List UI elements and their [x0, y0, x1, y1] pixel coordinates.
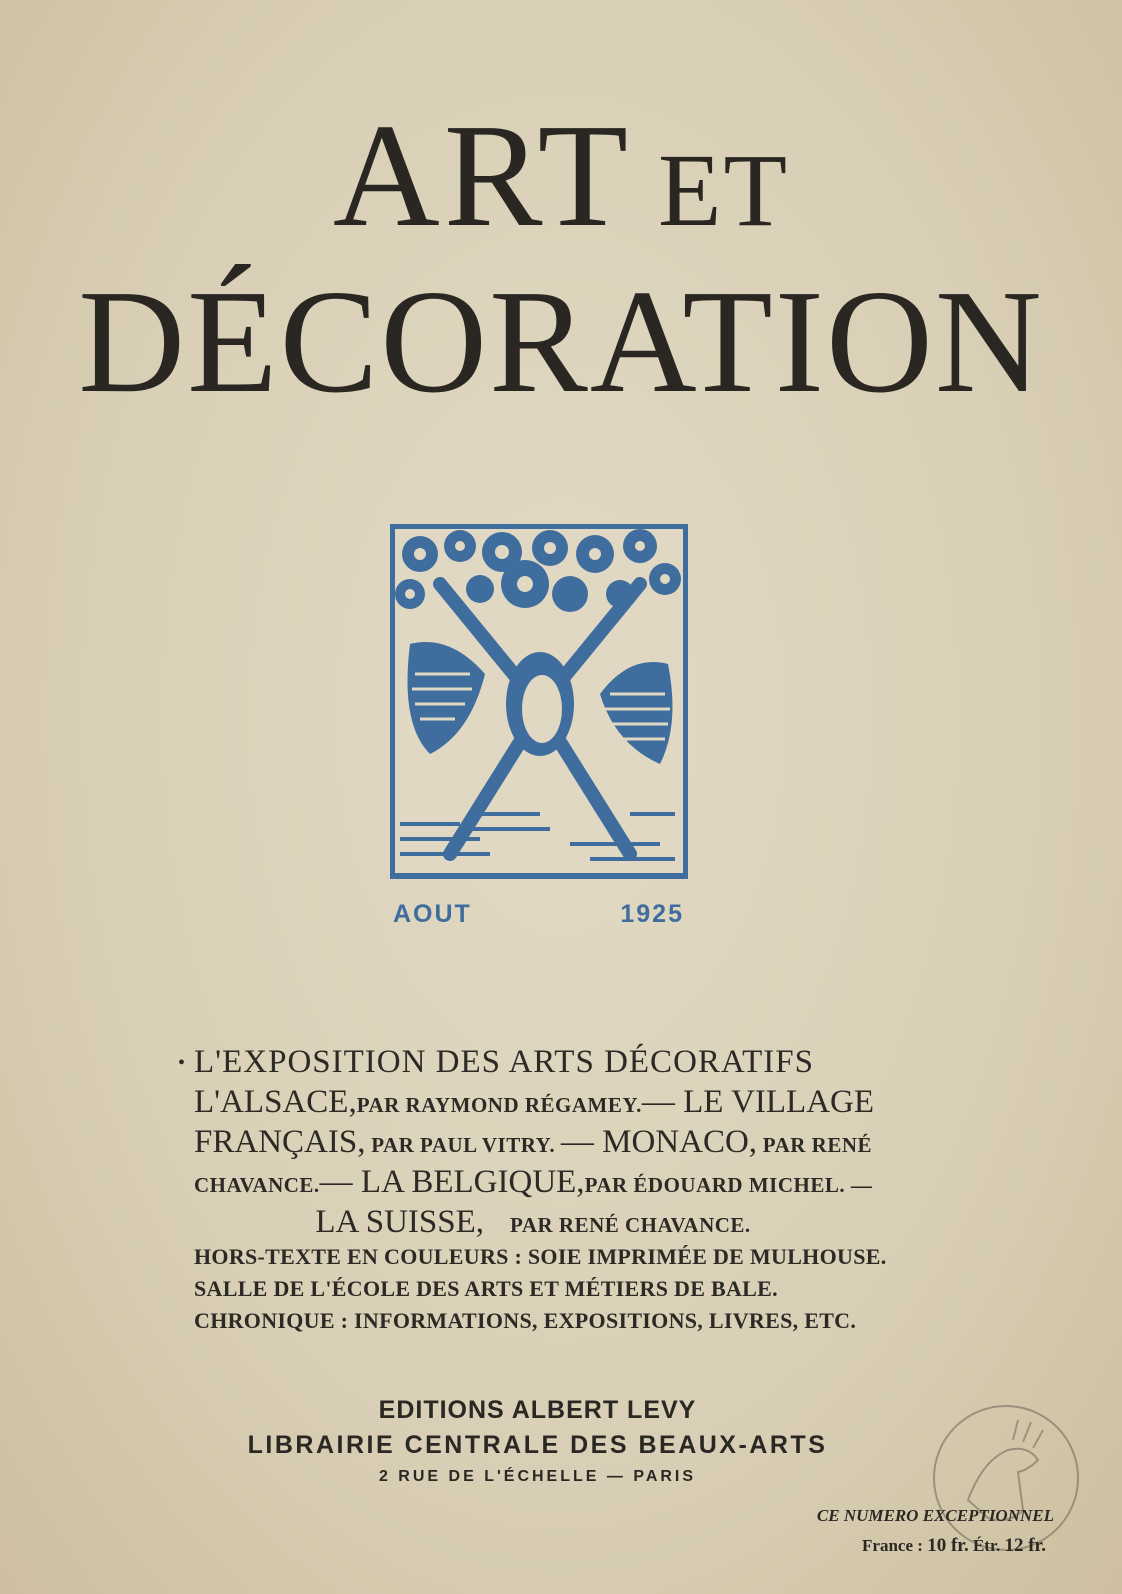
issue-month: AOUT [393, 900, 472, 928]
contents-line [194, 1124, 872, 1164]
contents-headline: L'EXPOSITION DES ARTS DÉCORATIFS [194, 1044, 814, 1080]
publisher-library: LIBRAIRIE CENTRALE DES BEAUX-ARTS [247, 1431, 828, 1459]
price-etr-label: Étr. [972, 1536, 1001, 1555]
contents-line [194, 1164, 872, 1204]
title-line-1 [0, 94, 1122, 258]
woodcut-illustration [390, 524, 688, 884]
contents-segment: PAR RAYMOND RÉGAMEY. [356, 1093, 642, 1117]
contents-headline-line [194, 1044, 872, 1084]
contents-segment: LA SUISSE, [315, 1204, 485, 1240]
bullet-dot: • [178, 1052, 186, 1074]
exceptional-issue-note: CE NUMERO EXCEPTIONNEL [816, 1506, 1054, 1525]
hand-stamp-icon [928, 1400, 1084, 1556]
table-of-contents [178, 1044, 887, 1340]
contents-segment: PAR RENÉ CHAVANCE. [510, 1213, 751, 1237]
contents-segment: PAR PAUL VITRY. [371, 1133, 556, 1157]
price-france-value: 10 fr. [927, 1535, 969, 1556]
contents-segment: CHAVANCE. [194, 1173, 320, 1197]
chronique-line: CHRONIQUE : INFORMATIONS, EXPOSITIONS, LIVRES, ETC. [194, 1308, 857, 1333]
issue-year: 1925 [620, 900, 684, 928]
publisher-block [0, 1396, 1075, 1486]
price-france-label: France : [862, 1536, 923, 1555]
contents-line [194, 1084, 875, 1124]
publisher-address: 2 RUE DE L'ÉCHELLE — PARIS [378, 1468, 697, 1485]
contents-segment: — LE VILLAGE [641, 1084, 875, 1120]
price-etr-value: 12 fr. [1004, 1535, 1046, 1556]
publisher-name: EDITIONS ALBERT LEVY [378, 1396, 697, 1424]
price-line [808, 1535, 1046, 1557]
title-line-2: DÉCORATION [78, 260, 1044, 424]
contents-segment: — LA BELGIQUE, [319, 1164, 585, 1200]
title-et: ET [658, 133, 790, 248]
title-art: ART [332, 94, 633, 258]
hors-texte-line: HORS-TEXTE EN COULEURS : SOIE IMPRIMÉE DE MULHOUSE. [194, 1244, 887, 1269]
contents-segment: PAR RENÉ [762, 1133, 872, 1157]
contents-segment: PAR ÉDOUARD MICHEL. — [584, 1173, 873, 1197]
contents-segment: L'ALSACE, [194, 1084, 357, 1120]
salle-line: SALLE DE L'ÉCOLE DES ARTS ET MÉTIERS DE BALE. [194, 1276, 778, 1301]
contents-segment: FRANÇAIS, [194, 1124, 366, 1160]
contents-line [194, 1204, 872, 1244]
contents-segment: — MONACO, [560, 1124, 758, 1160]
